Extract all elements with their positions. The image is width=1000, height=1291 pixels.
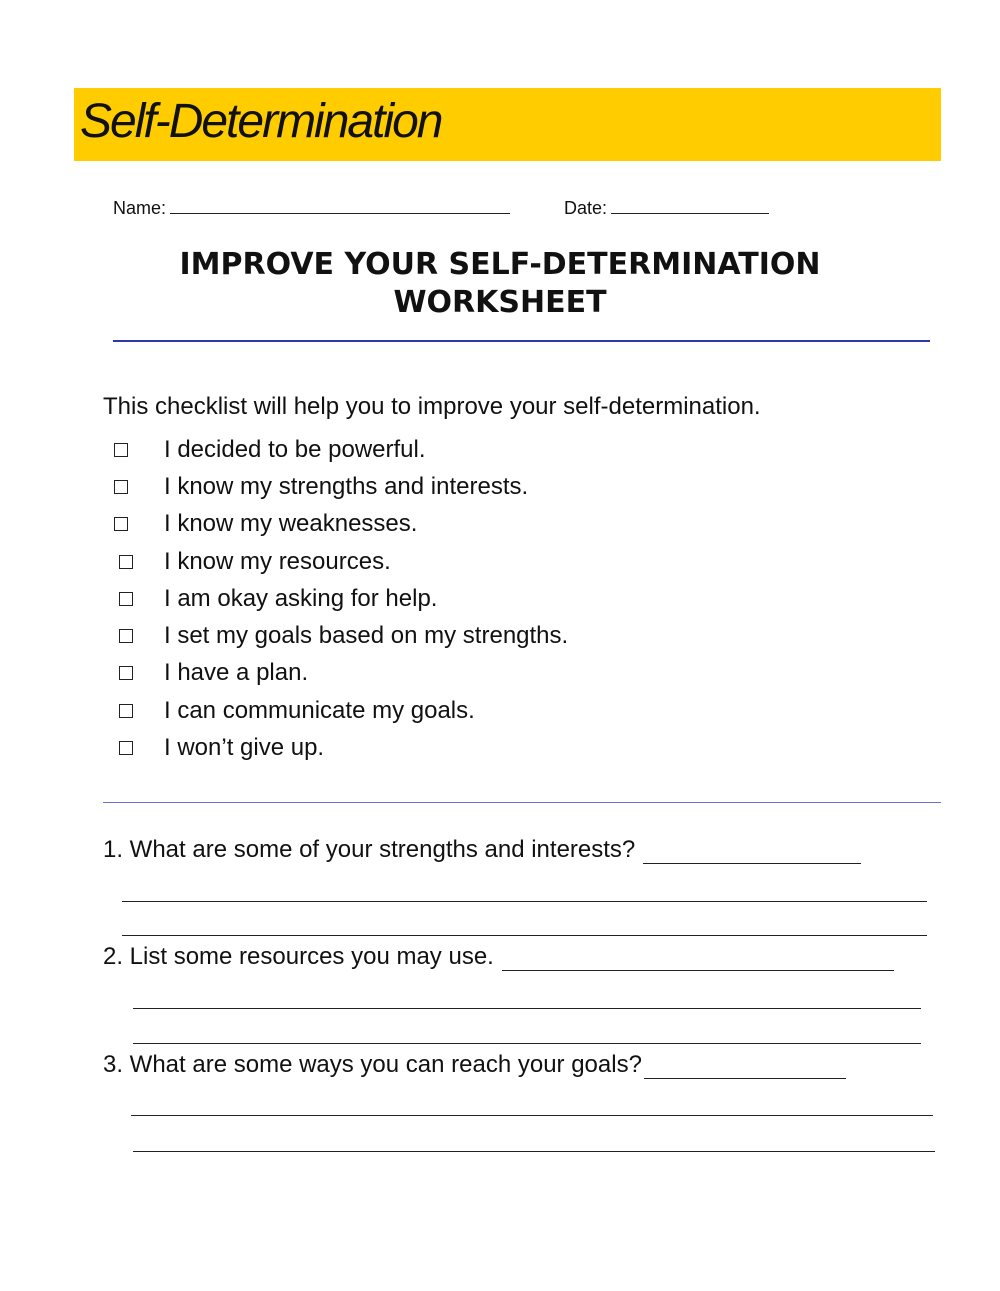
checkbox[interactable] — [114, 517, 128, 531]
question-3-text: 3. What are some ways you can reach your goals? — [103, 1051, 642, 1078]
name-field[interactable] — [113, 198, 510, 219]
checklist-item-label: I know my resources. — [164, 547, 391, 575]
checklist-item — [110, 506, 568, 543]
page-title: Self-Determination — [80, 95, 442, 148]
checkbox[interactable] — [119, 666, 133, 680]
question-2-text: 2. List some resources you may use. — [103, 943, 494, 970]
intro-text: This checklist will help you to improve your self-determination. — [103, 393, 761, 420]
checklist-item-label: I won’t give up. — [164, 734, 325, 762]
answer-2-line[interactable] — [133, 1043, 921, 1044]
question-3 — [103, 1051, 846, 1079]
checkbox[interactable] — [114, 443, 128, 457]
question-1-text: 1. What are some of your strengths and interests? — [103, 836, 636, 863]
checkbox[interactable] — [119, 555, 133, 569]
checklist-item — [110, 431, 568, 468]
name-label: Name: — [113, 198, 167, 218]
checklist-item-label: I know my strengths and interests. — [164, 472, 529, 500]
answer-1-line[interactable] — [122, 935, 927, 936]
name-input-line[interactable] — [170, 199, 510, 214]
checklist-item — [110, 468, 568, 505]
checkbox[interactable] — [114, 480, 128, 494]
checklist-item — [110, 543, 568, 580]
date-input-line[interactable] — [611, 199, 769, 214]
checklist-item-label: I am okay asking for help. — [164, 584, 438, 612]
question-1 — [103, 836, 861, 864]
answer-1-line[interactable] — [122, 901, 927, 902]
checklist-item — [110, 692, 568, 729]
heading-line-2: WORKSHEET — [393, 285, 607, 320]
title-banner — [74, 88, 941, 161]
checklist — [110, 431, 568, 767]
heading-divider — [113, 340, 930, 342]
checklist-item — [110, 655, 568, 692]
worksheet-heading — [0, 246, 1000, 322]
checklist-item-label: I have a plan. — [164, 659, 309, 687]
checkbox[interactable] — [119, 741, 133, 755]
answer-3-line[interactable] — [131, 1115, 933, 1116]
checkbox[interactable] — [119, 629, 133, 643]
section-divider — [103, 802, 941, 803]
checklist-item — [110, 617, 568, 654]
heading-line-1: IMPROVE YOUR SELF-DETERMINATION — [179, 247, 821, 282]
answer-1-inline-line[interactable] — [643, 843, 861, 864]
answer-3-inline-line[interactable] — [644, 1058, 846, 1079]
answer-2-inline-line[interactable] — [502, 950, 894, 971]
checklist-item-label: I know my weaknesses. — [164, 510, 418, 538]
answer-3-line[interactable] — [133, 1151, 935, 1152]
checklist-item-label: I can communicate my goals. — [164, 696, 475, 724]
answer-2-line[interactable] — [133, 1008, 921, 1009]
question-2 — [103, 943, 894, 971]
checklist-item-label: I set my goals based on my strengths. — [164, 622, 569, 650]
date-label: Date: — [564, 198, 608, 218]
checklist-item — [110, 729, 568, 766]
date-field[interactable] — [564, 198, 769, 219]
checklist-item-label: I decided to be powerful. — [164, 435, 426, 463]
checklist-item — [110, 580, 568, 617]
checkbox[interactable] — [119, 592, 133, 606]
checkbox[interactable] — [119, 704, 133, 718]
